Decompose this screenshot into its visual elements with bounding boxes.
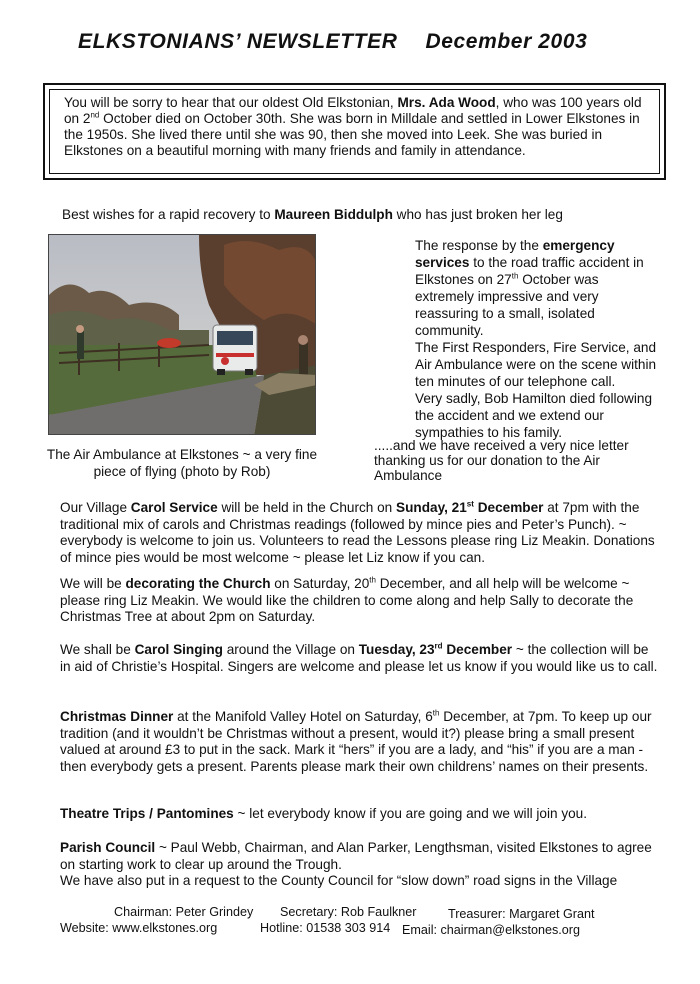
- footer-secretary: Secretary: Rob Faulkner: [280, 905, 417, 919]
- footer-treasurer: Treasurer: Margaret Grant: [448, 907, 595, 921]
- obituary-text: You will be sorry to hear that our oldest Old Elkstonian, Mrs. Ada Wood, who was 100 years old on 2nd October died on October 30th. She was born in Milldale and settled in Lower Elkstones in the 1950s. She lived there until she was 90, then she moved into Leek. She was buried in Elkstones on a beautiful morning with many friends and family in attendance.: [49, 89, 660, 174]
- decorating-paragraph: We will be decorating the Church on Saturday, 20th December, and all help will be welcome ~ please ring Liz Meakin. We would like the children to come along and help Sally to decorate the Christmas Tree at about 2pm on Saturday.: [60, 575, 634, 624]
- emergency-paragraph-3: Very sadly, Bob Hamilton died following the accident and we extend our sympathies to his family.: [415, 391, 653, 440]
- emergency-services-article: [370, 237, 660, 441]
- footer-website: Website: www.elkstones.org: [60, 921, 218, 935]
- newsletter-name: ELKSTONIANS’ NEWSLETTER: [78, 30, 398, 53]
- footer-email: Email: chairman@elkstones.org: [402, 923, 580, 937]
- photo-caption: The Air Ambulance at Elkstones ~ a very fine piece of flying (photo by Rob): [46, 447, 318, 479]
- obituary-box: [43, 83, 666, 180]
- footer-hotline: Hotline: 01538 303 914: [260, 921, 391, 935]
- footer-chairman: Chairman: Peter Grindey: [114, 905, 254, 919]
- parish-council-paragraph: Parish Council ~ Paul Webb, Chairman, and Alan Parker, Lengthsman, visited Elkstones to agree on starting work to clear up around the Trough. We have also put in a request to the County Council for “slow down” road signs in the Village: [60, 840, 652, 888]
- best-wishes-paragraph: Best wishes for a rapid recovery to Maureen Biddulph who has just broken her leg: [62, 207, 563, 222]
- theatre-trips-paragraph: Theatre Trips / Pantomines ~ let everybody know if you are going and we will join you.: [60, 806, 588, 821]
- carol-service-paragraph: Our Village Carol Service will be held in the Church on Sunday, 21st December at 7pm with the traditional mix of carols and Christmas readings (followed by mince pies and Peter’s Punch). ~ everybody is welcome to join us. Volunteers to read the Lessons please ring Liz Meakin. Donations of mince pies would be most welcome ~ please let Liz know if you can.: [60, 499, 655, 565]
- air-ambulance-photo: [48, 234, 316, 435]
- donation-thanks: .....and we have received a very nice letter thanking us for our donation to the Air Ambulance: [374, 438, 629, 483]
- obituary-name: Mrs. Ada Wood: [397, 95, 496, 110]
- newsletter-date: December 2003: [425, 30, 588, 53]
- carol-singing-paragraph: We shall be Carol Singing around the Village on Tuesday, 23rd December ~ the collection will be in aid of Christie’s Hospital. Singers are welcome and please let us know if you would like us to call.: [60, 641, 658, 674]
- newsletter-title: [78, 30, 588, 53]
- emergency-paragraph-1: The response by the emergency services to the road traffic accident in Elkstones on 27th October was extremely impressive and very reassuring to a small, isolated community.: [415, 238, 644, 338]
- christmas-dinner-paragraph: Christmas Dinner at the Manifold Valley Hotel on Saturday, 6th December, at 7pm. To keep up our tradition (and it wouldn’t be Christmas without a present, would it?) please bring a small present valued at around £3 to put in the sack. Mark it “hers” if you are a lady, and “his” if you are a man - then everybody gets a present. Parents please mark their own childrens’ names on their presents.: [60, 708, 652, 774]
- emergency-paragraph-2: The First Responders, Fire Service, and Air Ambulance were on the scene within ten minutes of our telephone call.: [415, 340, 657, 389]
